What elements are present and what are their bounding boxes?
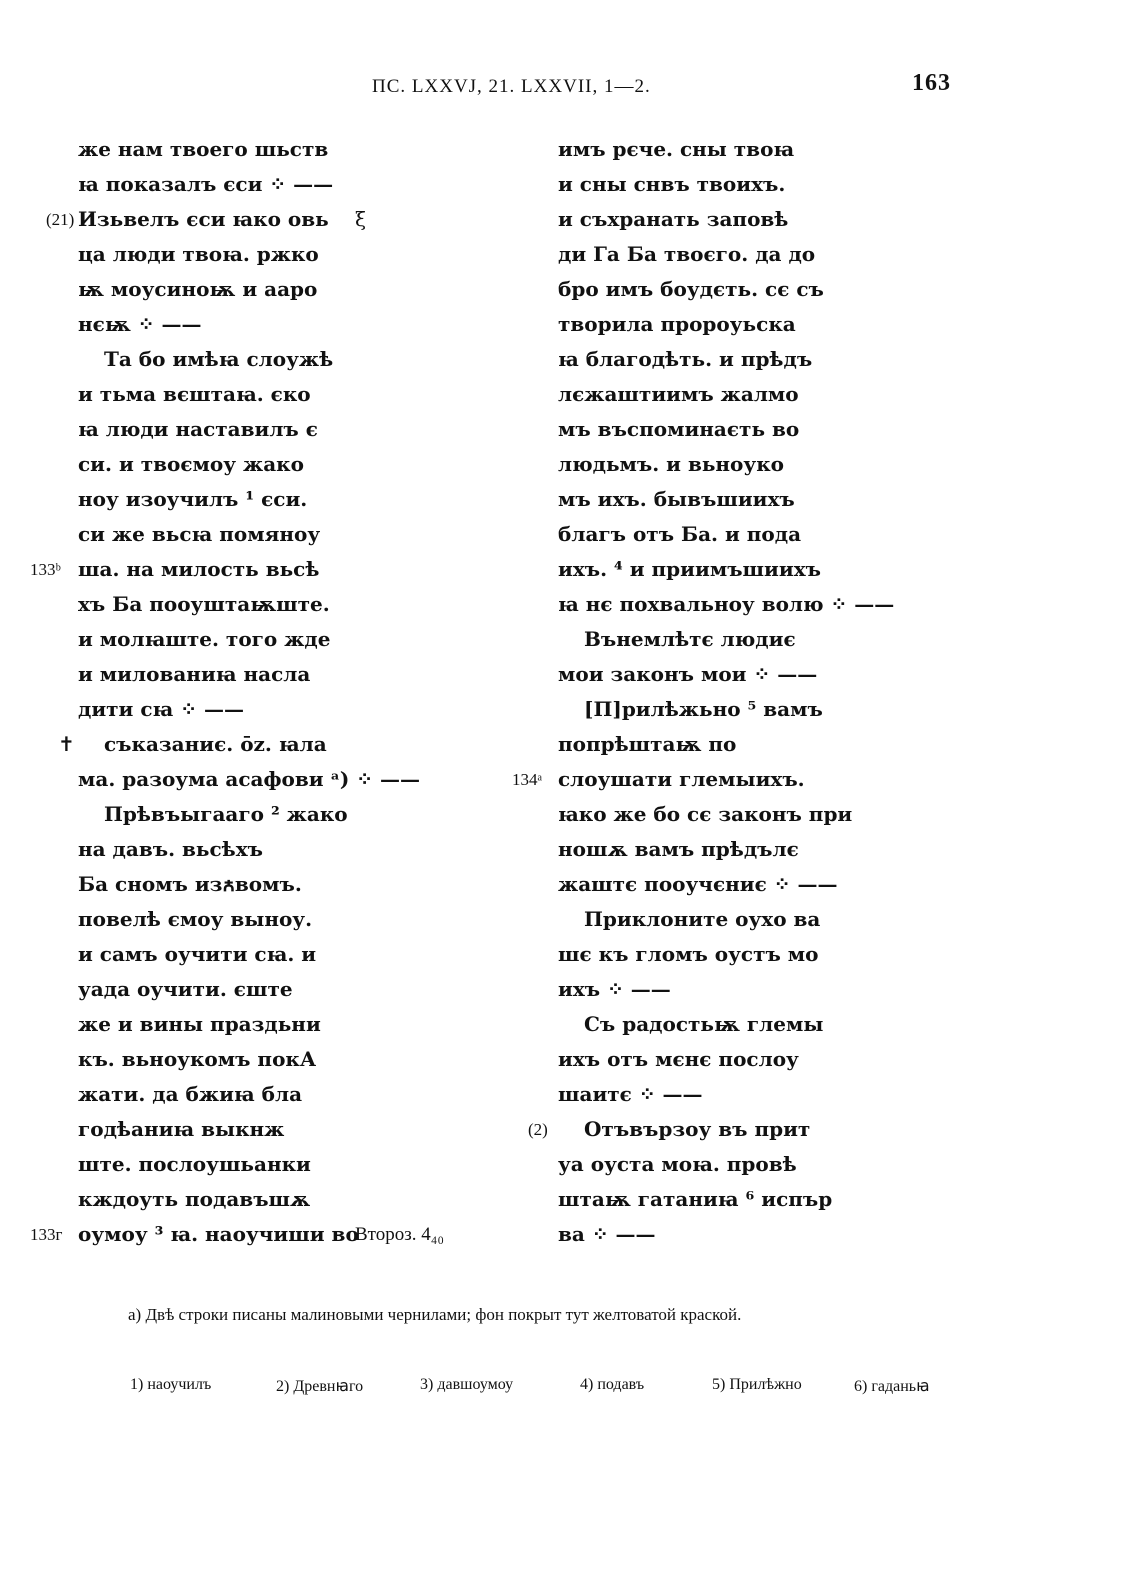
footnote-a: а) Двѣ строки писаны малиновыми чернилами; фон покрыт тут желтоватой краской. [128,1305,742,1324]
right-line [500,202,1060,237]
margin-reference: 133ᵇ [30,560,61,579]
line-text: уада оучити. єште [78,977,293,1001]
line-text: творила пророуьска [558,312,796,336]
line-text: ꙗ благодѣть. и прѣдъ [558,347,813,371]
line-text: уа оуста моꙗ. провѣ [558,1152,797,1176]
left-line [0,1147,520,1182]
line-text: къ. вьноукомъ покА [78,1047,317,1071]
footnote-4: 4) подавъ [580,1376,645,1393]
right-line [500,412,1060,447]
left-column [0,132,520,1252]
right-line [500,937,1060,972]
line-text: штаѭ гатаниꙗ ⁶ испър [558,1187,833,1211]
line-text: ноу изоучилъ ¹ єси. [78,487,308,511]
right-line [500,867,1060,902]
line-text: мъ ихъ. бывъшиихъ [558,487,795,511]
right-line [500,1147,1060,1182]
right-line [500,657,1060,692]
right-line [500,1042,1060,1077]
right-line [500,692,1060,727]
line-text: Та бо имѣꙗ слоужѣ [104,347,334,371]
line-text: годѣаниꙗ выкнж [78,1117,285,1141]
right-line [500,727,1060,762]
right-line [500,972,1060,1007]
right-line [500,132,1060,167]
left-line [0,202,520,237]
left-line [0,587,520,622]
footnote-5: 5) Прилѣжно [712,1376,802,1393]
margin-reference: 133ᴦ [30,1225,63,1244]
footnote-6: 6) гаданьꙗ [854,1378,930,1395]
line-text: шє къ гломъ оустъ мо [558,942,819,966]
right-line [500,307,1060,342]
footnote-2: 2) Древнꙗго [276,1378,364,1395]
line-text: на давъ. вьсѣхъ [78,837,263,861]
line-text: ди Га Ба твоєго. да до [558,242,816,266]
line-text: ма. разоума асафови ᵃ) ⁘ —— [78,767,421,791]
line-text: ꙗ показалъ єси ⁘ —— [78,172,334,196]
right-line [500,797,1060,832]
left-line [0,1112,520,1147]
left-line [0,762,520,797]
line-text: ште. послоушьанки [78,1152,311,1176]
line-text: Съ радостьѭ глемы [584,1012,824,1036]
line-text: и тьма вєштаꙗ. єко [78,382,311,406]
left-line [0,797,520,832]
line-text: и самъ оучити сꙗ. и [78,942,317,966]
cross-mark: ✝ [58,732,75,756]
line-text: дити сꙗ ⁘ —— [78,697,244,721]
line-text: Отъвързоу въ прит [584,1117,811,1141]
right-column [500,132,1060,1252]
line-text: ихъ ⁘ —— [558,977,671,1001]
right-line [500,482,1060,517]
line-text: жати. да бжиꙗ бла [78,1082,303,1106]
line-text: слоушати глемыихъ. [558,767,805,791]
left-line [0,902,520,937]
margin-reference: (21) [46,210,75,229]
left-line [0,657,520,692]
line-text: повелѣ ємоу выноу. [78,907,313,931]
right-line [500,167,1060,202]
left-line [0,377,520,412]
right-line [500,1077,1060,1112]
right-line [500,272,1060,307]
side-note: ξ [355,207,367,231]
line-text: Ба сномъ изꙉвомъ. [78,872,302,896]
line-text: [П]рилѣжьно ⁵ вамъ [584,697,823,721]
left-line [0,727,520,762]
line-text: лєжаштиимъ жалмо [558,382,799,406]
left-line [0,412,520,447]
left-line [0,307,520,342]
line-text: си. и твоємоу жако [78,452,304,476]
left-line [0,447,520,482]
right-line [500,517,1060,552]
left-line [0,342,520,377]
left-line [0,237,520,272]
margin-reference: (2) [528,1120,548,1139]
line-text: ша. на милость вьсѣ [78,557,320,581]
line-text: ѭ моусиноѭ и ааро [78,277,318,301]
right-line [500,1182,1060,1217]
line-text: Приклоните оухо ва [584,907,821,931]
line-text: ношѫ вамъ прѣдълє [558,837,799,861]
line-text: и сны снвъ твоихъ. [558,172,786,196]
line-text: и съхранать заповѣ [558,207,789,231]
line-text: нєѭ ⁘ —— [78,312,202,336]
line-text: ꙗко же бо сє законъ при [558,802,853,826]
line-text: съказаниє. ōz. ꙗла [104,732,327,756]
right-line [500,1007,1060,1042]
line-text: ва ⁘ —— [558,1222,656,1246]
line-text: ихъ. ⁴ и приимъшиихъ [558,557,821,581]
left-line [0,692,520,727]
page-number: 163 [912,70,951,96]
left-line [0,552,520,587]
line-text: ца люди твоꙗ. ржко [78,242,319,266]
right-line [500,1112,1060,1147]
line-text: людьмъ. и вьноуко [558,452,784,476]
left-line [0,167,520,202]
line-text: мъ въспоминаєть во [558,417,800,441]
line-text: Изьвелъ єси ꙗко овь [78,207,329,231]
line-text: шаитє ⁘ —— [558,1082,703,1106]
line-text: попрѣштаѭ по [558,732,737,756]
left-line [0,972,520,1007]
right-line [500,1217,1060,1252]
right-line [500,832,1060,867]
left-line [0,622,520,657]
right-line [500,552,1060,587]
line-text: бро имъ боудєть. сє съ [558,277,824,301]
line-text: имъ рєче. сны твоꙗ [558,137,795,161]
line-text: си же вьсꙗ помяноу [78,522,321,546]
line-text: и молꙗште. того жде [78,627,331,651]
line-text: Прѣвъыгааго ² жако [104,802,348,826]
line-text: хъ Ба пооуштаѭште. [78,592,330,616]
line-text: мои законъ мои ⁘ —— [558,662,818,686]
left-line [0,937,520,972]
line-text: жаштє пооучєниє ⁘ —— [558,872,838,896]
right-line [500,342,1060,377]
left-line [0,867,520,902]
line-text: и милованиꙗ насла [78,662,311,686]
running-title: ПС. LXXVJ, 21. LXXVII, 1—2. [372,76,651,97]
left-line [0,517,520,552]
left-line [0,132,520,167]
line-text: же нам твоего шьств [78,137,329,161]
right-line [500,587,1060,622]
line-text: оумоу ³ ꙗ. наоучиши во [78,1222,359,1246]
line-text: кждоуть подавъшѫ [78,1187,311,1211]
line-text: ꙗ люди наставилъ є [78,417,318,441]
left-line [0,1217,520,1252]
side-note: Второз. 4₄₀ [355,1224,444,1245]
right-line [500,622,1060,657]
right-line [500,237,1060,272]
left-line [0,832,520,867]
left-line [0,1077,520,1112]
footnote-3: 3) давшоумоу [420,1376,514,1393]
line-text: Вънемлѣтє людиє [584,627,796,651]
footnote-1: 1) наоучилъ [130,1376,212,1393]
margin-reference: 134ᵃ [512,770,543,789]
left-line [0,482,520,517]
left-line [0,1182,520,1217]
right-line [500,447,1060,482]
line-text: ихъ отъ мєнє послоу [558,1047,799,1071]
line-text: же и вины праздьни [78,1012,321,1036]
line-text: ꙗ нє похвальноу волю ⁘ —— [558,592,895,616]
right-line [500,902,1060,937]
left-line [0,1007,520,1042]
line-text: благъ отъ Ба. и пода [558,522,802,546]
right-line [500,762,1060,797]
left-line [0,272,520,307]
right-line [500,377,1060,412]
left-line [0,1042,520,1077]
